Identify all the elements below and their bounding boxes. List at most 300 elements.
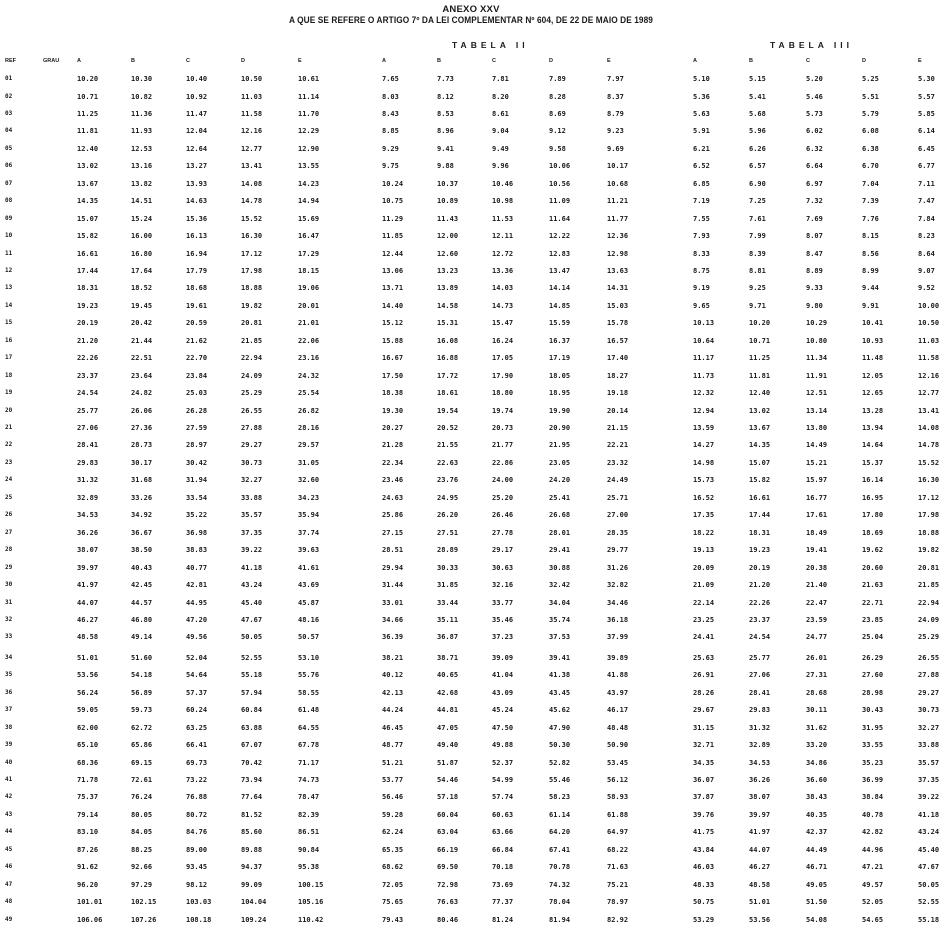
cell-t2-b: 26.20 [437, 511, 459, 520]
table-row [0, 214, 942, 228]
cell-t2-d: 13.47 [549, 266, 571, 275]
cell-t1-b: 19.45 [131, 301, 153, 310]
cell-ref: 36 [5, 688, 13, 696]
cell-t2-a: 62.24 [382, 828, 404, 837]
table-row [0, 371, 942, 385]
cell-t3-b: 5.41 [749, 92, 766, 101]
cell-t2-a: 17.50 [382, 371, 404, 380]
cell-t3-c: 15.21 [806, 458, 828, 467]
cell-t1-b: 30.17 [131, 458, 153, 467]
column-header-t3-b: B [749, 58, 753, 64]
cell-t3-d: 7.76 [862, 214, 879, 223]
cell-t1-e: 17.29 [298, 249, 320, 258]
cell-t2-c: 63.66 [492, 828, 514, 837]
cell-ref: 01 [5, 75, 13, 82]
cell-t3-a: 5.10 [693, 75, 710, 83]
cell-t2-a: 15.88 [382, 336, 404, 345]
cell-t2-e: 39.89 [607, 653, 629, 662]
cell-t1-c: 22.70 [186, 354, 208, 363]
cell-t2-e: 28.35 [607, 528, 629, 537]
cell-t1-a: 62.00 [77, 723, 99, 732]
cell-t1-c: 20.59 [186, 319, 208, 328]
table-row [0, 758, 942, 772]
cell-t3-a: 14.27 [693, 441, 715, 450]
cell-t2-b: 18.61 [437, 389, 459, 398]
cell-t3-e: 8.64 [918, 249, 935, 258]
cell-t1-c: 19.61 [186, 301, 208, 310]
cell-t1-a: 71.78 [77, 776, 99, 784]
cell-t1-a: 24.54 [77, 389, 99, 398]
cell-t3-c: 21.40 [806, 581, 828, 589]
cell-t1-d: 55.18 [241, 671, 263, 680]
cell-t3-a: 6.85 [693, 179, 710, 188]
cell-t2-b: 16.88 [437, 354, 459, 363]
cell-t3-a: 46.03 [693, 863, 715, 872]
cell-t3-e: 11.03 [918, 336, 940, 345]
cell-t3-e: 17.12 [918, 493, 940, 502]
cell-t2-a: 23.46 [382, 476, 404, 485]
cell-t3-e: 12.16 [918, 371, 940, 380]
cell-t2-c: 54.99 [492, 776, 514, 784]
cell-t3-a: 11.17 [693, 354, 715, 363]
column-header-t3-c: C [806, 58, 810, 64]
cell-t2-b: 63.04 [437, 828, 459, 837]
cell-t3-d: 11.48 [862, 354, 884, 363]
cell-t1-d: 37.35 [241, 528, 263, 537]
cell-ref: 04 [5, 127, 13, 135]
cell-t2-a: 8.43 [382, 109, 399, 118]
cell-t2-d: 34.04 [549, 598, 571, 607]
cell-t1-a: 106.06 [77, 915, 103, 924]
cell-t1-c: 10.40 [186, 75, 208, 83]
cell-t1-e: 32.60 [298, 476, 320, 485]
table-row [0, 231, 942, 245]
cell-t1-c: 35.22 [186, 511, 208, 520]
cell-t3-a: 48.33 [693, 880, 715, 889]
cell-t1-d: 85.60 [241, 828, 263, 837]
cell-t1-b: 65.86 [131, 741, 153, 750]
cell-t1-a: 19.23 [77, 301, 99, 310]
cell-t1-d: 14.08 [241, 179, 263, 188]
cell-t1-a: 79.14 [77, 810, 99, 819]
cell-t3-e: 30.73 [918, 706, 940, 715]
cell-t3-e: 6.45 [918, 144, 935, 153]
cell-ref: 22 [5, 441, 13, 449]
cell-t3-d: 22.71 [862, 598, 884, 607]
cell-t3-d: 7.39 [862, 197, 879, 206]
cell-ref: 34 [5, 653, 13, 661]
cell-t3-a: 53.29 [693, 915, 715, 924]
cell-t3-d: 33.55 [862, 741, 884, 750]
cell-t1-d: 11.58 [241, 109, 263, 118]
cell-t1-e: 110.42 [298, 915, 324, 924]
cell-ref: 26 [5, 511, 13, 519]
cell-t1-e: 16.47 [298, 232, 320, 240]
cell-t2-b: 17.72 [437, 371, 459, 380]
cell-t3-e: 45.40 [918, 845, 940, 854]
cell-t3-e: 33.88 [918, 741, 940, 750]
table-row [0, 792, 942, 806]
cell-t2-c: 10.46 [492, 179, 514, 188]
cell-t1-a: 91.62 [77, 863, 99, 872]
cell-t1-b: 14.51 [131, 197, 153, 206]
cell-t3-d: 47.21 [862, 863, 884, 872]
cell-t3-e: 9.52 [918, 284, 935, 293]
cell-t1-a: 21.20 [77, 336, 99, 345]
cell-t2-d: 10.56 [549, 179, 571, 188]
cell-t1-d: 35.57 [241, 511, 263, 520]
cell-t3-c: 30.11 [806, 706, 828, 715]
cell-t2-b: 13.23 [437, 266, 459, 275]
cell-t2-b: 27.51 [437, 528, 459, 537]
cell-t2-e: 53.45 [607, 758, 629, 767]
cell-t2-d: 78.04 [549, 898, 571, 907]
cell-t3-b: 24.54 [749, 633, 771, 642]
cell-t2-d: 50.30 [549, 741, 571, 750]
cell-t3-e: 7.84 [918, 214, 935, 223]
cell-t2-d: 12.83 [549, 249, 571, 258]
table-row [0, 266, 942, 280]
cell-t3-c: 8.89 [806, 266, 823, 275]
cell-t3-b: 9.25 [749, 284, 766, 293]
cell-t2-e: 61.88 [607, 810, 629, 819]
cell-t1-a: 101.01 [77, 898, 103, 907]
cell-t3-a: 6.21 [693, 144, 710, 153]
cell-t3-d: 8.56 [862, 249, 879, 258]
cell-t1-a: 18.31 [77, 284, 99, 293]
cell-t3-b: 15.07 [749, 458, 771, 467]
cell-t3-a: 26.91 [693, 671, 715, 680]
cell-t3-e: 12.77 [918, 389, 940, 398]
cell-t1-c: 26.28 [186, 406, 208, 415]
cell-t1-e: 13.55 [298, 162, 320, 171]
cell-t2-e: 15.03 [607, 301, 629, 310]
cell-t2-e: 21.15 [607, 424, 629, 432]
cell-t1-e: 45.87 [298, 598, 320, 607]
cell-t3-b: 6.57 [749, 162, 766, 171]
cell-t1-c: 13.27 [186, 162, 208, 171]
cell-t1-a: 31.32 [77, 476, 99, 485]
cell-t3-e: 9.07 [918, 266, 935, 275]
cell-ref: 47 [5, 880, 13, 888]
table-row [0, 862, 942, 876]
cell-t1-e: 31.05 [298, 458, 320, 467]
cell-t3-d: 6.70 [862, 162, 879, 171]
cell-t3-d: 10.41 [862, 319, 884, 328]
cell-t2-b: 21.55 [437, 441, 459, 450]
cell-t3-d: 6.38 [862, 144, 879, 153]
cell-t3-c: 19.41 [806, 546, 828, 555]
cell-t1-d: 63.88 [241, 723, 263, 732]
cell-ref: 38 [5, 723, 13, 731]
cell-t2-c: 30.63 [492, 563, 514, 572]
cell-t1-e: 58.55 [298, 688, 320, 697]
cell-t2-c: 37.23 [492, 633, 514, 642]
cell-t1-e: 67.78 [298, 741, 320, 750]
cell-t2-d: 67.41 [549, 845, 571, 854]
cell-t1-d: 12.77 [241, 144, 263, 153]
cell-t1-b: 10.30 [131, 75, 153, 83]
cell-t2-b: 8.12 [437, 92, 454, 101]
cell-t1-c: 16.13 [186, 232, 208, 240]
cell-t1-e: 14.94 [298, 197, 320, 206]
cell-ref: 17 [5, 354, 13, 362]
cell-t3-d: 38.84 [862, 793, 884, 802]
cell-t2-d: 43.45 [549, 688, 571, 697]
cell-t1-e: 71.17 [298, 758, 320, 767]
cell-ref: 21 [5, 424, 13, 431]
cell-t2-e: 9.69 [607, 144, 624, 153]
cell-t1-b: 38.50 [131, 546, 153, 555]
cell-t1-a: 17.44 [77, 266, 99, 275]
cell-t1-e: 39.63 [298, 546, 320, 555]
cell-t2-c: 24.00 [492, 476, 514, 485]
cell-t2-e: 50.90 [607, 741, 629, 750]
cell-t2-e: 46.17 [607, 706, 629, 715]
cell-t2-e: 75.21 [607, 880, 629, 889]
column-header-t1-c: C [186, 58, 190, 64]
cell-t3-b: 7.61 [749, 214, 766, 223]
cell-t2-e: 34.46 [607, 598, 629, 607]
cell-t1-a: 13.67 [77, 179, 99, 188]
cell-t1-a: 16.61 [77, 249, 99, 258]
cell-t1-e: 19.06 [298, 284, 320, 293]
cell-t3-e: 27.88 [918, 671, 940, 680]
cell-t3-c: 10.80 [806, 336, 828, 345]
table-row [0, 353, 942, 367]
cell-t2-c: 57.74 [492, 793, 514, 802]
cell-t1-a: 59.05 [77, 706, 99, 715]
cell-ref: 29 [5, 563, 13, 571]
cell-t1-b: 17.64 [131, 266, 153, 275]
cell-t1-e: 100.15 [298, 880, 324, 889]
cell-t1-c: 33.54 [186, 493, 208, 502]
cell-t1-a: 34.53 [77, 511, 99, 520]
cell-t2-c: 18.80 [492, 389, 514, 398]
cell-t3-a: 10.13 [693, 319, 715, 328]
cell-t2-d: 28.01 [549, 528, 571, 537]
cell-t1-c: 84.76 [186, 828, 208, 837]
cell-ref: 08 [5, 197, 13, 205]
cell-t1-d: 14.78 [241, 197, 263, 206]
cell-ref: 43 [5, 810, 13, 818]
cell-t2-a: 36.39 [382, 633, 404, 642]
cell-t2-e: 36.18 [607, 615, 629, 624]
cell-t3-e: 17.98 [918, 511, 940, 520]
cell-t2-e: 12.36 [607, 232, 629, 240]
cell-t3-a: 13.59 [693, 424, 715, 432]
cell-t1-b: 36.67 [131, 528, 153, 537]
cell-t3-a: 23.25 [693, 615, 715, 624]
cell-t3-a: 5.36 [693, 92, 710, 101]
cell-t3-e: 7.47 [918, 197, 935, 206]
cell-t2-a: 68.62 [382, 863, 404, 872]
cell-t3-b: 48.58 [749, 880, 771, 889]
cell-t1-d: 17.98 [241, 266, 263, 275]
cell-t1-d: 41.18 [241, 563, 263, 572]
cell-t1-c: 89.00 [186, 845, 208, 854]
cell-t2-a: 11.29 [382, 214, 404, 223]
column-header-grau: GRAU [43, 58, 60, 64]
cell-t3-b: 8.39 [749, 249, 766, 258]
cell-t2-e: 25.71 [607, 493, 629, 502]
cell-t1-e: 26.82 [298, 406, 320, 415]
cell-t2-c: 25.20 [492, 493, 514, 502]
cell-t1-b: 44.57 [131, 598, 153, 607]
cell-t1-a: 48.58 [77, 633, 99, 642]
cell-t2-d: 10.06 [549, 162, 571, 171]
cell-t3-b: 36.26 [749, 776, 771, 784]
column-header-t3-d: D [862, 58, 866, 64]
cell-t2-a: 20.27 [382, 424, 404, 432]
cell-t1-e: 12.29 [298, 127, 320, 136]
cell-t3-a: 9.65 [693, 301, 710, 310]
cell-t1-e: 74.73 [298, 776, 320, 784]
cell-t2-a: 53.77 [382, 776, 404, 784]
cell-t2-d: 12.22 [549, 232, 571, 240]
cell-t3-e: 41.18 [918, 810, 940, 819]
cell-t1-e: 25.54 [298, 389, 320, 398]
cell-ref: 33 [5, 633, 13, 641]
cell-t1-e: 34.23 [298, 493, 320, 502]
cell-t2-b: 42.68 [437, 688, 459, 697]
cell-t3-c: 8.47 [806, 249, 823, 258]
cell-t3-c: 33.20 [806, 741, 828, 750]
cell-ref: 02 [5, 92, 13, 100]
cell-t3-c: 26.01 [806, 653, 828, 662]
cell-t3-c: 11.34 [806, 354, 828, 363]
cell-ref: 14 [5, 301, 13, 309]
cell-t3-e: 10.00 [918, 301, 940, 310]
cell-t2-b: 47.05 [437, 723, 459, 732]
cell-ref: 40 [5, 758, 13, 766]
cell-t1-a: 25.77 [77, 406, 99, 415]
cell-t3-e: 55.18 [918, 915, 940, 924]
cell-t1-c: 30.42 [186, 458, 208, 467]
table-row [0, 880, 942, 894]
cell-t1-a: 44.07 [77, 598, 99, 607]
cell-t1-e: 28.16 [298, 424, 320, 432]
cell-t2-a: 14.40 [382, 301, 404, 310]
cell-t3-d: 7.04 [862, 179, 879, 188]
cell-ref: 10 [5, 232, 13, 239]
cell-t2-c: 17.90 [492, 371, 514, 380]
cell-t2-d: 26.68 [549, 511, 571, 520]
table-row [0, 475, 942, 489]
cell-t2-e: 11.77 [607, 214, 629, 223]
cell-t1-c: 66.41 [186, 741, 208, 750]
cell-t3-a: 9.19 [693, 284, 710, 293]
cell-t3-b: 32.89 [749, 741, 771, 750]
cell-t1-c: 60.24 [186, 706, 208, 715]
cell-t2-c: 12.11 [492, 232, 514, 240]
column-header-t1-e: E [298, 58, 302, 64]
cell-t2-d: 8.69 [549, 109, 566, 118]
cell-t1-b: 97.29 [131, 880, 153, 889]
cell-t1-d: 18.88 [241, 284, 263, 293]
cell-t3-d: 5.79 [862, 109, 879, 118]
cell-ref: 23 [5, 458, 13, 466]
cell-t3-c: 13.14 [806, 406, 828, 415]
cell-t2-a: 10.75 [382, 197, 404, 206]
cell-t2-a: 21.28 [382, 441, 404, 450]
cell-t1-d: 12.16 [241, 127, 263, 136]
cell-t1-d: 26.55 [241, 406, 263, 415]
cell-t3-c: 20.38 [806, 563, 828, 572]
cell-t2-e: 16.57 [607, 336, 629, 345]
cell-t2-e: 10.68 [607, 179, 629, 188]
cell-t3-d: 18.69 [862, 528, 884, 537]
cell-t3-a: 39.76 [693, 810, 715, 819]
cell-t1-e: 14.23 [298, 179, 320, 188]
cell-t1-a: 29.83 [77, 458, 99, 467]
cell-t3-b: 39.97 [749, 810, 771, 819]
cell-t3-c: 7.32 [806, 197, 823, 206]
cell-t1-a: 15.07 [77, 214, 99, 223]
cell-t1-b: 46.80 [131, 615, 153, 624]
table-row [0, 144, 942, 158]
cell-t2-d: 81.94 [549, 915, 571, 924]
table-row [0, 563, 942, 577]
cell-t2-b: 8.53 [437, 109, 454, 118]
cell-t1-c: 63.25 [186, 723, 208, 732]
cell-t1-b: 13.82 [131, 179, 153, 188]
cell-t3-d: 5.51 [862, 92, 879, 101]
cell-t1-e: 11.70 [298, 109, 320, 118]
cell-t3-a: 7.19 [693, 197, 710, 206]
cell-t2-a: 38.21 [382, 653, 404, 662]
cell-t2-b: 12.00 [437, 232, 459, 240]
cell-t2-d: 14.14 [549, 284, 571, 293]
cell-t1-b: 49.14 [131, 633, 153, 642]
cell-t1-d: 24.09 [241, 371, 263, 380]
cell-t2-c: 33.77 [492, 598, 514, 607]
cell-t1-a: 11.25 [77, 109, 99, 118]
cell-t1-c: 93.45 [186, 863, 208, 872]
cell-t3-a: 21.09 [693, 581, 715, 589]
cell-t1-e: 11.14 [298, 92, 320, 101]
cell-t1-a: 53.56 [77, 671, 99, 680]
cell-t2-a: 44.24 [382, 706, 404, 715]
cell-t2-d: 35.74 [549, 615, 571, 624]
table-row [0, 580, 942, 594]
cell-t2-c: 32.16 [492, 581, 514, 589]
cell-t1-a: 75.37 [77, 793, 99, 802]
cell-t2-c: 27.78 [492, 528, 514, 537]
cell-t1-b: 59.73 [131, 706, 153, 715]
cell-t1-a: 15.82 [77, 232, 99, 240]
cell-t3-c: 18.49 [806, 528, 828, 537]
cell-t2-c: 41.04 [492, 671, 514, 680]
cell-t3-b: 34.53 [749, 758, 771, 767]
cell-t1-c: 98.12 [186, 880, 208, 889]
cell-t1-c: 40.77 [186, 563, 208, 572]
cell-t2-a: 13.06 [382, 266, 404, 275]
cell-t3-b: 53.56 [749, 915, 771, 924]
cell-t1-b: 18.52 [131, 284, 153, 293]
cell-t3-a: 5.91 [693, 127, 710, 136]
cell-t1-c: 11.47 [186, 109, 208, 118]
cell-t3-d: 6.08 [862, 127, 879, 136]
cell-t2-d: 41.38 [549, 671, 571, 680]
cell-t1-c: 10.92 [186, 92, 208, 101]
cell-t2-b: 28.89 [437, 546, 459, 555]
cell-t1-b: 76.24 [131, 793, 153, 802]
cell-t3-c: 22.47 [806, 598, 828, 607]
cell-t3-d: 25.04 [862, 633, 884, 642]
cell-t1-c: 21.62 [186, 336, 208, 345]
cell-t1-a: 32.89 [77, 493, 99, 502]
